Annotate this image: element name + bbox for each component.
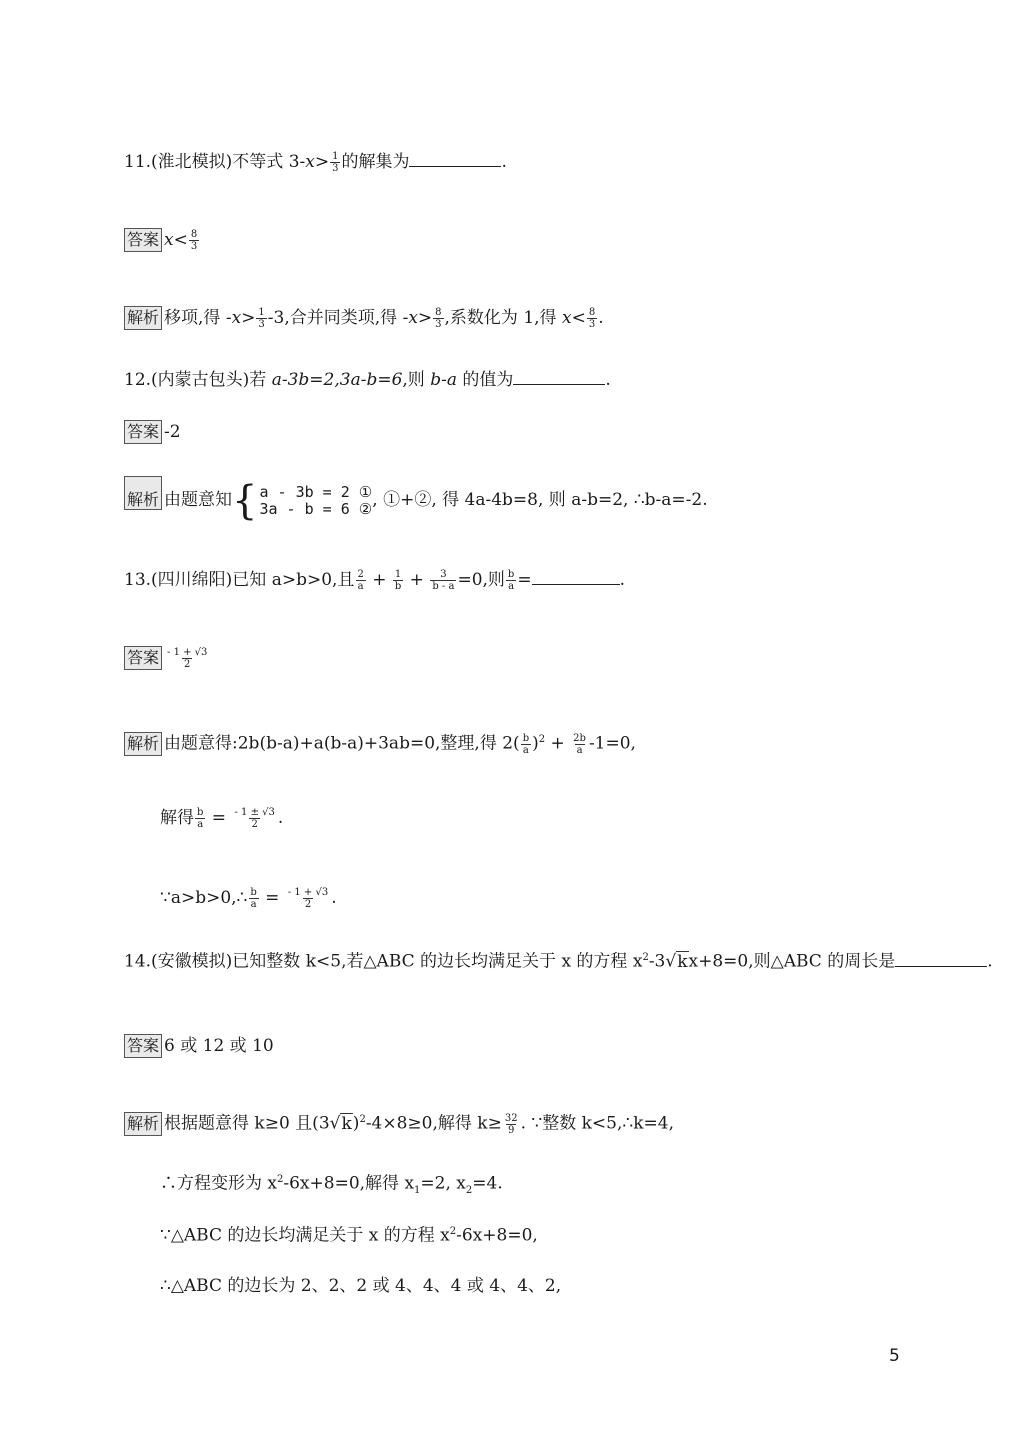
fraction: $\frac{b}{a}$: [197, 807, 204, 830]
solution-14: 解析 根据题意得 k≥0 且$(3√k)^2-4\times 8\ge 0$,解得 k≥ $\frac{32}{9}$ . ∵整数 k<5,∴k=4,: [124, 1108, 674, 1136]
solution-11: 解析 移项,得 -x> $\frac{1}{3}$ -3,合并同类项,得 -x> $\frac{8}{3}$ ,系数化为 1,得 x< $\frac{8}{3}$ .: [124, 306, 604, 330]
solution-tag: 解析: [124, 732, 162, 756]
page-number: 5: [889, 1346, 900, 1366]
answer-tag: 答案: [124, 420, 162, 444]
answer-blank[interactable]: [409, 150, 501, 167]
answer-11: 答案 x< $\frac{8}{3}$: [124, 228, 200, 252]
question-14: 14.(安徽模拟)已知整数 k<5,若△ABC 的边长均满足关于 x 的方程 $x^2-3√kx+8=0$,则△ABC 的周长是 .: [124, 951, 993, 972]
solution-13: 解析 由题意得:2b(b-a)+a(b-a)+3ab=0,整理,得 2( $\frac{b}{a}$ )$^2$ + $\frac{2b}{a}$ -1=0,: [124, 728, 636, 756]
solution-tag: 解析: [124, 306, 162, 330]
fraction: $\frac{b}{a}$: [250, 887, 257, 910]
question-12: 12.(内蒙古包头)若 a-3b=2,3a-b=6,则 b-a 的值为 .: [124, 370, 611, 390]
solution-tag: 解析: [124, 1112, 162, 1136]
solution-14-step4: ∴△ABC 的边长为 2、2、2 或 4、4、4 或 4、4、2,: [160, 1276, 562, 1296]
fraction: $\frac{b}{a}$: [522, 732, 530, 756]
solution-12: 解析 由题意知 { a - 3b = 2 ① 3a - b = 6 ② , ①+②, 得 4a-4b=8, 则 a-b=2, ∴b-a=-2.: [124, 476, 708, 521]
fraction: $\frac{1}{3}$: [332, 151, 339, 174]
fraction: $\frac{1}{b}$: [394, 569, 402, 592]
answer-14: 答案 6 或 12 或 10: [124, 1034, 274, 1058]
fraction: $\frac{8}{3}$: [588, 307, 596, 330]
solution-13-step2: 解得 $\frac{b}{a}$ = $\frac{- 1 \pm √3}{2}$ .: [160, 807, 284, 830]
answer-tag: 答案: [124, 1034, 162, 1058]
fraction: $\frac{8}{3}$: [435, 307, 442, 330]
fraction: $\frac{- 1 \pm √3}{2}$: [234, 807, 275, 830]
sqrt-symbol: √: [329, 1113, 341, 1134]
fraction: $\frac{32}{9}$: [504, 1112, 518, 1136]
fraction: $\frac{b}{a}$: [507, 569, 515, 592]
answer-blank[interactable]: [532, 568, 620, 585]
solution-14-step2: ∴方程变形为 $x^2-6x+8=0$,解得 $x_1=2$, $x_2=4$.: [160, 1173, 503, 1197]
question-13: 13.(四川绵阳)已知 a>b>0,且 $\frac{2}{a}$ + $\frac{1}{b}$ + $\frac{3}{b - a}$ =0,则 $\frac{b}{a}$ = .: [124, 569, 625, 592]
answer-12: 答案 -2: [124, 420, 181, 444]
question-11: 11.(淮北模拟)不等式 3-x> $\frac{1}{3}$ 的解集为 .: [124, 151, 507, 174]
answer-tag: 答案: [124, 646, 162, 670]
solution-14-step3: ∵△ABC 的边长均满足关于 x 的方程 $x^2-6x+8=0$,: [160, 1225, 538, 1246]
answer-blank[interactable]: [513, 368, 605, 385]
brace-symbol: {: [232, 477, 258, 524]
answer-tag: 答案: [124, 228, 162, 252]
solution-13-step3: ∵a>b>0,∴ $\frac{b}{a}$ = $\frac{- 1 + √3}{2}$ .: [160, 887, 337, 910]
equation-system: { a - 3b = 2 ① 3a - b = 6 ②: [232, 477, 373, 524]
fraction: $\frac{2}{a}$: [357, 569, 364, 592]
fraction: $\frac{8}{3}$: [190, 229, 198, 252]
fraction: $\frac{1}{3}$: [258, 307, 265, 330]
fraction: $\frac{2b}{a}$: [573, 732, 586, 756]
answer-blank[interactable]: [895, 950, 987, 967]
answer-13: [124, 646, 210, 670]
fraction: $\frac{3}{b - a}$: [432, 569, 455, 592]
fraction: $\frac{- 1 + √3}{2}$: [167, 647, 208, 670]
fraction: $\frac{- 1 + √3}{2}$: [287, 887, 329, 910]
sqrt-symbol: √: [665, 951, 677, 972]
solution-tag: 解析: [124, 476, 162, 510]
